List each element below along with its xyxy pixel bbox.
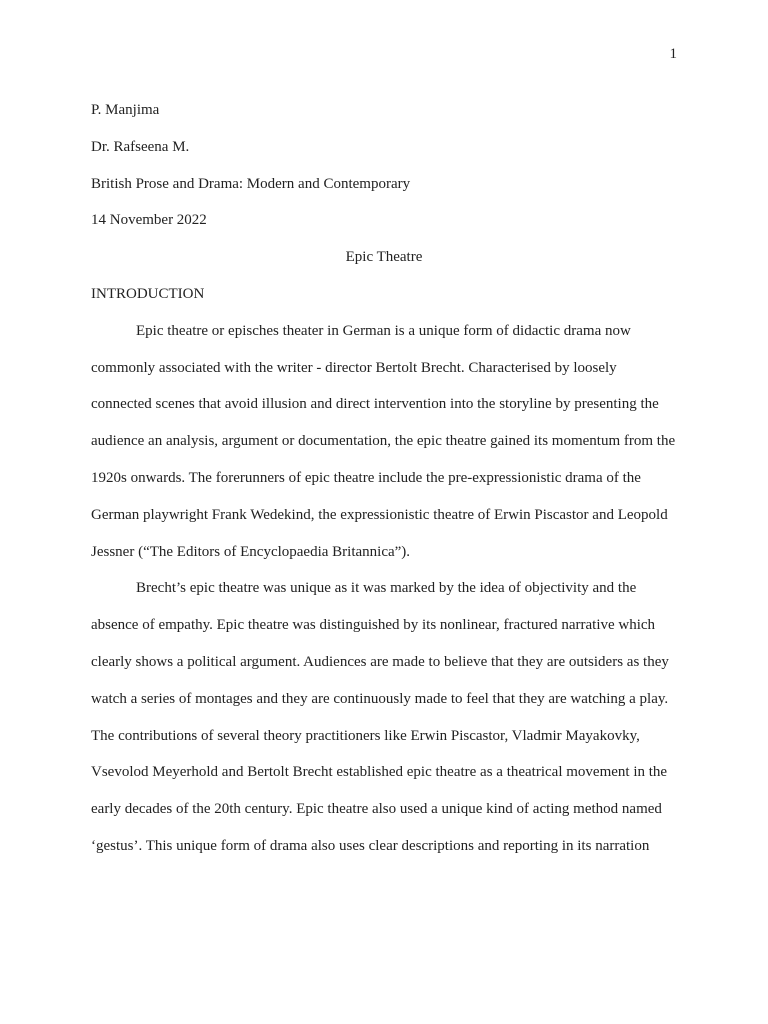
course-name: British Prose and Drama: Modern and Contemporary [91,175,411,192]
paragraph-line: connected scenes that avoid illusion and direct intervention into the storyline by presenting the [91,396,659,413]
paragraph-line: Vsevolod Meyerhold and Bertolt Brecht established epic theatre as a theatrical movement in the [91,764,668,781]
paragraph-line: watch a series of montages and they are continuously made to feel that they are watching a play. [91,690,669,707]
paragraph-line: Epic theatre or episches theater in German is a unique form of didactic drama now [136,322,631,339]
document-body [91,92,677,865]
paragraph-line: commonly associated with the writer - director Bertolt Brecht. Characterised by loosely [91,359,617,376]
paragraph-line: 1920s onwards. The forerunners of epic theatre include the pre-expressionistic drama of the [91,469,641,486]
paragraph-line: early decades of the 20th century. Epic theatre also used a unique kind of acting method named [91,801,662,818]
paragraph-line: absence of empathy. Epic theatre was distinguished by its nonlinear, fractured narrative which [91,617,656,634]
paragraph-line: ‘gestus’. This unique form of drama also uses clear descriptions and reporting in its narration [91,837,650,854]
page-number: 1 [669,46,677,62]
paragraph-line: clearly shows a political argument. Audiences are made to believe that they are outsiders as they [91,653,669,670]
paragraph-line: Jessner (“The Editors of Encyclopaedia Britannica”). [91,543,411,560]
section-heading: INTRODUCTION [91,285,205,302]
paragraph-line: audience an analysis, argument or documentation, the epic theatre gained its momentum from the [91,433,676,450]
instructor-name: Dr. Rafseena M. [91,138,190,155]
author-name: P. Manjima [91,102,160,118]
paragraph-line: Brecht’s epic theatre was unique as it was marked by the idea of objectivity and the [136,580,637,597]
paragraph [91,570,677,864]
submission-date: 14 November 2022 [91,212,207,229]
paragraph [91,313,677,571]
paragraph-line: The contributions of several theory practitioners like Erwin Piscastor, Vladmir Mayakovky, [91,727,640,744]
document-title: Epic Theatre [345,249,423,266]
paragraph-line: German playwright Frank Wedekind, the expressionistic theatre of Erwin Piscastor and Leopold [91,506,668,523]
